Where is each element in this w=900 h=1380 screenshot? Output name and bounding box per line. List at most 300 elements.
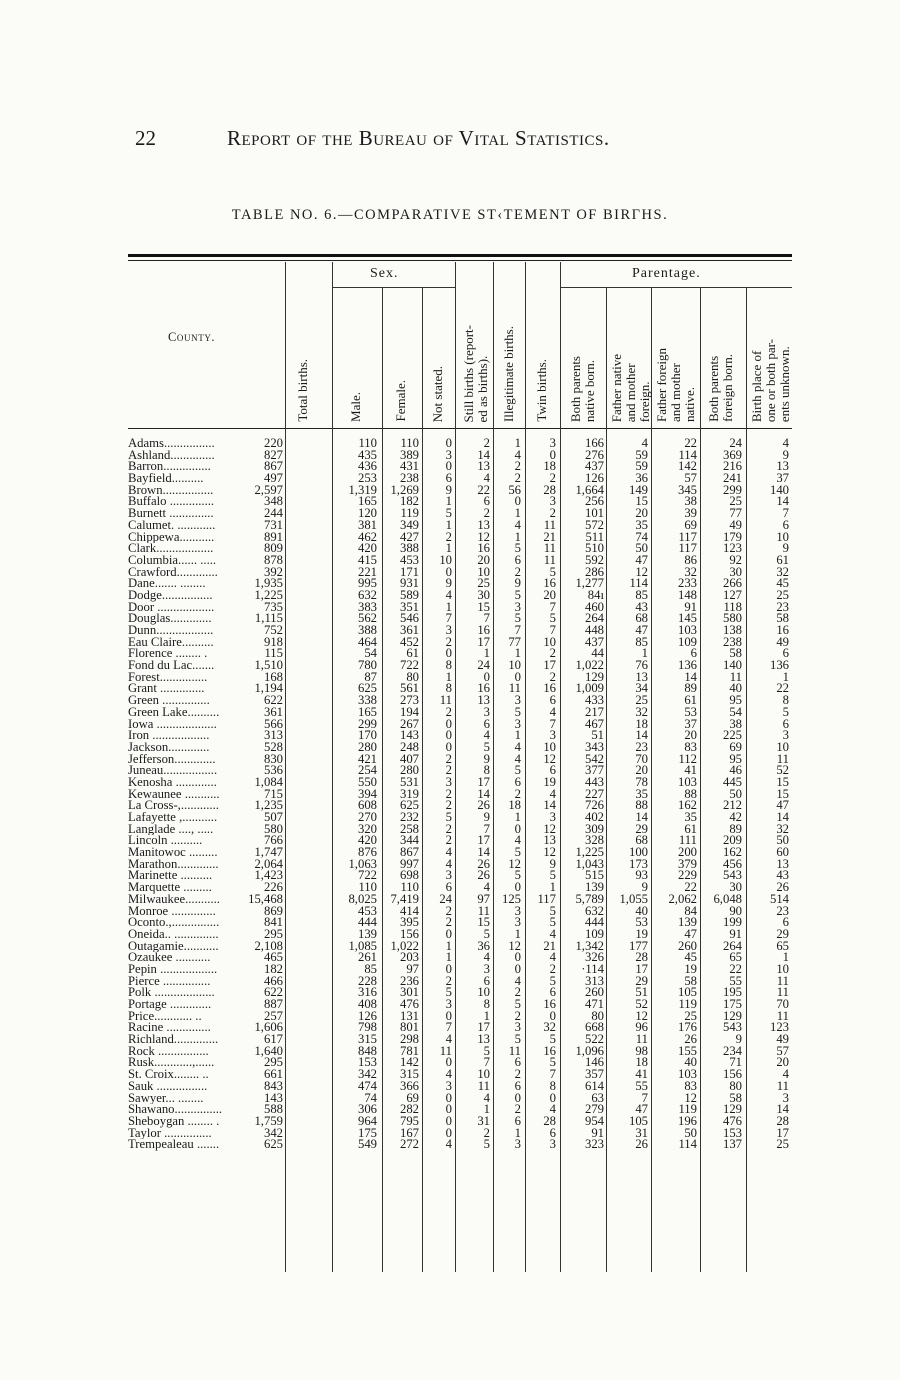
twin-births-header: Twin births. xyxy=(534,359,549,422)
not-stated-cell: 3 xyxy=(445,623,452,637)
female-cell: 931 xyxy=(399,576,419,591)
unknown-cell: 28 xyxy=(776,1113,789,1128)
header-bottom-rule xyxy=(128,428,792,429)
twin-births-cell: 6 xyxy=(549,763,556,778)
total-births-header: Total births. xyxy=(295,359,310,422)
not-stated-cell: 0 xyxy=(445,739,452,754)
twin-births-cell: 5 xyxy=(549,868,556,883)
illegitimate-cell: 12 xyxy=(508,856,521,871)
unknown-cell: 11 xyxy=(776,973,789,988)
both-native-cell: 1,022 xyxy=(575,658,604,673)
twin-births-cell: 117 xyxy=(537,891,556,906)
unknown-cell: 5 xyxy=(782,704,789,719)
both-foreign-cell: 118 xyxy=(723,599,742,614)
both-foreign-cell: 11 xyxy=(729,669,742,684)
still-births-cell: 3 xyxy=(483,961,490,976)
both-foreign-cell: 22 xyxy=(729,961,742,976)
still-births-cell: 2 xyxy=(483,436,490,450)
not-stated-cell: 2 xyxy=(445,903,452,918)
not-stated-cell: 1 xyxy=(445,541,452,556)
female-cell: 248 xyxy=(399,739,419,754)
still-births-header: Still births (report- ed as births). xyxy=(461,324,490,422)
not-stated-cell: 3 xyxy=(445,774,452,789)
still-births-cell: 8 xyxy=(483,997,490,1011)
father-native-cell: 105 xyxy=(628,1113,648,1128)
both-foreign-cell: 77 xyxy=(729,506,742,521)
female-header: Female. xyxy=(393,380,408,422)
still-births-cell: 12 xyxy=(477,529,490,544)
unknown-cell: 57 xyxy=(776,1043,789,1058)
running-title: Report of the Bureau of Vital Statistics. xyxy=(227,126,610,150)
male-cell: 270 xyxy=(357,810,377,824)
twin-births-cell: 3 xyxy=(549,494,556,509)
male-cell: 120 xyxy=(357,506,377,521)
male-cell: 299 xyxy=(357,716,377,731)
not-stated-cell: 6 xyxy=(445,471,452,486)
twin-births-cell: 11 xyxy=(543,552,556,567)
not-stated-cell: 2 xyxy=(445,634,452,649)
male-cell: 110 xyxy=(358,880,377,895)
still-births-cell: 16 xyxy=(477,623,490,637)
total-births-cell: 295 xyxy=(263,926,283,941)
not-stated-cell: 2 xyxy=(445,833,452,848)
total-births-cell: 841 xyxy=(263,915,283,930)
not-stated-cell: 8 xyxy=(445,681,452,696)
both-native-cell: 309 xyxy=(584,821,604,836)
not-stated-cell: 6 xyxy=(445,880,452,895)
illegitimate-cell: 1 xyxy=(514,1125,521,1140)
illegitimate-cell: 3 xyxy=(514,1137,521,1152)
county-cell: Green ............... xyxy=(128,695,210,707)
illegitimate-cell: 10 xyxy=(508,658,521,673)
father-foreign-cell: 111 xyxy=(678,833,697,848)
father-foreign-cell: 20 xyxy=(684,728,697,743)
county-column-header: County. xyxy=(168,330,216,344)
female-cell: 453 xyxy=(399,552,419,567)
still-births-cell: 17 xyxy=(477,1020,490,1035)
both-native-cell: 323 xyxy=(584,1137,604,1152)
twin-births-cell: 21 xyxy=(543,938,556,953)
unknown-cell: 14 xyxy=(776,494,789,509)
twin-births-cell: 0 xyxy=(549,1090,556,1105)
twin-births-cell: 8 xyxy=(549,1078,556,1093)
illegitimate-cell: 0 xyxy=(514,880,521,895)
twin-births-cell: 6 xyxy=(549,693,556,708)
father-native-cell: 29 xyxy=(635,973,648,988)
county-cell: Bayfield.......... xyxy=(128,473,204,485)
father-native-cell: 114 xyxy=(629,576,648,591)
father-native-cell: 19 xyxy=(635,926,648,941)
father-foreign-cell: 47 xyxy=(684,926,697,941)
still-births-cell: 4 xyxy=(483,1090,490,1105)
unknown-cell: 16 xyxy=(776,623,789,637)
unknown-birthplace-header: Birth place of one or both par- ents unknown. xyxy=(749,338,792,422)
not-stated-cell: 3 xyxy=(445,447,452,462)
female-cell: 194 xyxy=(399,704,419,719)
total-births-cell: 2,597 xyxy=(254,482,283,497)
total-births-cell: 115 xyxy=(264,646,283,661)
father-foreign-cell: 114 xyxy=(678,447,697,462)
father-foreign-cell: 345 xyxy=(677,482,697,497)
illegitimate-cell: 0 xyxy=(514,1090,521,1105)
father-native-header: Father native and mother foreign. xyxy=(609,353,652,422)
illegitimate-cell: 5 xyxy=(514,587,521,602)
unknown-cell: 15 xyxy=(776,786,789,801)
father-foreign-cell: 114 xyxy=(678,1137,697,1152)
county-cell: Crawford............. xyxy=(128,566,218,579)
female-cell: 452 xyxy=(399,634,419,649)
twin-births-cell: 21 xyxy=(543,529,556,544)
unknown-cell: 6 xyxy=(782,716,789,731)
male-cell: 421 xyxy=(357,751,377,766)
county-cell: Rusk............,...... xyxy=(128,1057,215,1070)
both-native-cell: 326 xyxy=(584,950,604,965)
both-native-cell: 63 xyxy=(591,1090,604,1105)
unknown-cell: 13 xyxy=(776,459,789,474)
county-cell: Brown................ xyxy=(128,484,214,497)
father-foreign-cell: 379 xyxy=(677,856,697,871)
father-native-cell: 11 xyxy=(635,1032,648,1047)
both-native-cell: 668 xyxy=(584,1020,604,1035)
father-native-cell: 20 xyxy=(635,506,648,521)
not-stated-cell: 0 xyxy=(445,1055,452,1070)
both-native-cell: 84ı xyxy=(587,587,604,602)
father-foreign-cell: 233 xyxy=(677,576,697,591)
father-foreign-cell: 162 xyxy=(677,798,697,813)
not-stated-cell: 2 xyxy=(445,786,452,801)
twin-births-cell: 17 xyxy=(543,658,556,673)
father-foreign-cell: 26 xyxy=(684,1032,697,1047)
father-foreign-cell: 58 xyxy=(684,973,697,988)
father-native-cell: 59 xyxy=(635,459,648,474)
not-stated-cell: 0 xyxy=(445,646,452,661)
male-cell: 320 xyxy=(357,821,377,836)
still-births-cell: 8 xyxy=(483,763,490,778)
both-foreign-cell: 50 xyxy=(729,786,742,801)
county-cell: Lafayette ,........... xyxy=(128,812,218,824)
both-foreign-cell: 69 xyxy=(729,739,742,754)
twin-births-cell: 5 xyxy=(549,611,556,626)
female-cell: 298 xyxy=(399,1032,419,1047)
county-cell: Marinette .......... xyxy=(128,870,213,883)
male-cell: 254 xyxy=(357,763,377,778)
still-births-cell: 17 xyxy=(477,833,490,848)
unknown-cell: 17 xyxy=(776,1125,789,1140)
still-births-cell: 7 xyxy=(483,611,490,626)
illegitimate-cell: 1 xyxy=(514,728,521,743)
top-rule-heavy xyxy=(128,254,792,257)
total-births-cell: 809 xyxy=(263,541,283,556)
both-native-cell: 166 xyxy=(584,436,604,450)
father-foreign-cell: 196 xyxy=(677,1113,697,1128)
twin-births-cell: 7 xyxy=(549,716,556,731)
twin-births-cell: 19 xyxy=(543,774,556,789)
county-cell: Monroe .............. xyxy=(128,905,216,918)
still-births-cell: 5 xyxy=(483,1137,490,1152)
county-cell: Jackson............. xyxy=(128,741,210,754)
unknown-cell: 6 xyxy=(782,915,789,930)
total-births-cell: 465 xyxy=(263,950,283,965)
still-births-cell: 17 xyxy=(477,774,490,789)
unknown-cell: 52 xyxy=(776,763,789,778)
twin-births-cell: 32 xyxy=(543,1020,556,1035)
unknown-cell: 49 xyxy=(776,1032,789,1047)
county-cell: Sauk ................ xyxy=(128,1080,208,1093)
county-cell: Lincoln .......... xyxy=(128,835,203,848)
twin-births-cell: 2 xyxy=(549,961,556,976)
female-cell: 273 xyxy=(399,693,419,708)
male-cell: 632 xyxy=(357,587,377,602)
county-cell: Langlade ...., ..... xyxy=(128,823,214,836)
county-cell: Ashland.............. xyxy=(128,449,215,462)
twin-births-cell: 9 xyxy=(549,856,556,871)
illegitimate-cell: 12 xyxy=(508,938,521,953)
still-births-cell: 26 xyxy=(477,798,490,813)
father-native-cell: 43 xyxy=(635,599,648,614)
total-births-cell: 843 xyxy=(263,1078,283,1093)
both-native-cell: 377 xyxy=(584,763,604,778)
both-foreign-cell: 162 xyxy=(722,845,742,860)
female-cell: 110 xyxy=(400,436,419,450)
total-births-cell: 226 xyxy=(263,880,283,895)
total-births-cell: 1,759 xyxy=(254,1113,283,1128)
female-cell: 407 xyxy=(399,751,419,766)
total-births-cell: 1,194 xyxy=(254,681,283,696)
father-native-cell: 12 xyxy=(635,564,648,579)
illegitimate-cell: 1 xyxy=(514,436,521,450)
still-births-cell: 4 xyxy=(483,950,490,965)
unknown-cell: 26 xyxy=(776,880,789,895)
both-native-cell: 328 xyxy=(584,833,604,848)
both-native-cell: 146 xyxy=(584,1055,604,1070)
unknown-cell: 10 xyxy=(776,739,789,754)
illegitimate-cell: 5 xyxy=(514,997,521,1011)
illegitimate-cell: 11 xyxy=(508,1043,521,1058)
female-cell: 280 xyxy=(399,763,419,778)
both-foreign-cell: 156 xyxy=(722,1067,742,1082)
both-native-cell: 1,277 xyxy=(575,576,604,591)
twin-births-cell: 2 xyxy=(549,669,556,684)
parentage-group-header: Parentage. xyxy=(632,266,701,281)
total-births-cell: 661 xyxy=(263,1067,283,1082)
male-cell: 964 xyxy=(357,1113,377,1128)
not-stated-cell: 1 xyxy=(445,938,452,953)
sex-group-header: Sex. xyxy=(370,266,399,281)
illegitimate-cell: 1 xyxy=(514,646,521,661)
father-native-cell: 1 xyxy=(641,646,648,661)
twin-births-cell: 5 xyxy=(549,903,556,918)
total-births-cell: 244 xyxy=(263,506,283,521)
father-native-cell: 68 xyxy=(635,611,648,626)
not-stated-cell: 0 xyxy=(445,459,452,474)
illegitimate-cell: 18 xyxy=(508,798,521,813)
not-stated-cell: 2 xyxy=(445,704,452,719)
total-births-cell: 143 xyxy=(263,1090,283,1105)
total-births-cell: 220 xyxy=(263,436,283,450)
female-cell: 143 xyxy=(399,728,419,743)
still-births-cell: 20 xyxy=(477,552,490,567)
male-cell: 435 xyxy=(357,447,377,462)
both-native-cell: 1,009 xyxy=(575,681,604,696)
both-native-cell: 1,096 xyxy=(575,1043,604,1058)
female-cell: 110 xyxy=(400,880,419,895)
still-births-cell: 1 xyxy=(483,1102,490,1117)
illegitimate-cell: 3 xyxy=(514,693,521,708)
female-cell: 389 xyxy=(399,447,419,462)
both-foreign-cell: 212 xyxy=(722,798,742,813)
father-native-cell: 85 xyxy=(635,587,648,602)
illegitimate-cell: 4 xyxy=(514,973,521,988)
father-foreign-cell: 119 xyxy=(678,1102,697,1117)
total-births-cell: 257 xyxy=(263,1008,283,1023)
father-native-cell: 14 xyxy=(635,728,648,743)
county-cell: Polk ................... xyxy=(128,987,215,1000)
male-cell: 562 xyxy=(357,611,377,626)
father-foreign-cell: 53 xyxy=(684,704,697,719)
father-foreign-cell: 6 xyxy=(690,646,697,661)
still-births-cell: 14 xyxy=(477,447,490,462)
twin-births-cell: 18 xyxy=(543,459,556,474)
male-cell: 408 xyxy=(357,997,377,1011)
unknown-cell: 6 xyxy=(782,517,789,532)
both-foreign-cell: 91 xyxy=(729,926,742,941)
county-cell: Richland.............. xyxy=(128,1034,219,1046)
both-foreign-cell: 299 xyxy=(722,482,742,497)
father-native-cell: 34 xyxy=(635,681,648,696)
both-native-cell: 437 xyxy=(584,634,604,649)
county-cell: Pierce ............... xyxy=(128,975,211,988)
female-cell: 258 xyxy=(399,821,419,836)
unknown-cell: 7 xyxy=(782,506,789,521)
illegitimate-cell: 3 xyxy=(514,716,521,731)
not-stated-cell: 9 xyxy=(445,576,452,591)
father-foreign-cell: 117 xyxy=(678,529,697,544)
father-native-cell: 41 xyxy=(635,1067,648,1082)
father-native-cell: 1,055 xyxy=(619,891,648,906)
father-foreign-cell: 45 xyxy=(684,950,697,965)
male-header: Male. xyxy=(348,392,363,422)
illegitimate-cell: 1 xyxy=(514,926,521,941)
total-births-cell: 622 xyxy=(263,693,283,708)
male-cell: 383 xyxy=(357,599,377,614)
still-births-cell: 10 xyxy=(477,985,490,1000)
still-births-cell: 26 xyxy=(477,868,490,883)
illegitimate-cell: 6 xyxy=(514,774,521,789)
still-births-cell: 11 xyxy=(477,1078,490,1093)
father-native-cell: 76 xyxy=(635,658,648,673)
father-native-cell: 98 xyxy=(635,1043,648,1058)
county-cell: La Cross-,............ xyxy=(128,800,219,813)
father-native-cell: 18 xyxy=(635,716,648,731)
father-foreign-cell: 35 xyxy=(684,810,697,824)
both-foreign-cell: 89 xyxy=(729,821,742,836)
illegitimate-cell: 2 xyxy=(514,1102,521,1117)
male-cell: 315 xyxy=(357,1032,377,1047)
not-stated-cell: 1 xyxy=(445,950,452,965)
father-foreign-cell: 176 xyxy=(677,1020,697,1035)
twin-births-cell: 11 xyxy=(543,517,556,532)
unknown-cell: 9 xyxy=(782,447,789,462)
county-cell: Oneida.. .............. xyxy=(128,928,219,941)
still-births-cell: 5 xyxy=(483,926,490,941)
unknown-cell: 23 xyxy=(776,599,789,614)
father-native-cell: 88 xyxy=(635,798,648,813)
illegitimate-cell: 4 xyxy=(514,739,521,754)
father-native-cell: 47 xyxy=(635,552,648,567)
not-stated-cell: 2 xyxy=(445,763,452,778)
unknown-cell: 22 xyxy=(776,681,789,696)
unknown-cell: 14 xyxy=(776,810,789,824)
county-cell: Grant .............. xyxy=(128,683,205,696)
twin-births-cell: 5 xyxy=(549,1055,556,1070)
father-foreign-cell: 105 xyxy=(677,985,697,1000)
unknown-cell: 65 xyxy=(776,938,789,953)
total-births-cell: 1,935 xyxy=(254,576,283,591)
still-births-cell: 25 xyxy=(477,576,490,591)
father-foreign-cell: 139 xyxy=(677,915,697,930)
county-cell: Shawano............... xyxy=(128,1104,223,1116)
not-stated-cell: 11 xyxy=(439,1043,452,1058)
father-foreign-cell: 83 xyxy=(684,1078,697,1093)
father-foreign-cell: 14 xyxy=(684,669,697,684)
both-native-cell: 1,043 xyxy=(575,856,604,871)
total-births-cell: 735 xyxy=(263,599,283,614)
unknown-cell: 25 xyxy=(776,587,789,602)
still-births-cell: 14 xyxy=(477,845,490,860)
twin-births-cell: 10 xyxy=(543,634,556,649)
total-births-cell: 752 xyxy=(263,623,283,637)
not-stated-header: Not stated. xyxy=(430,365,445,422)
illegitimate-cell: 1 xyxy=(514,506,521,521)
still-births-cell: 13 xyxy=(477,1032,490,1047)
both-foreign-cell: 140 xyxy=(722,658,742,673)
twin-births-cell: 16 xyxy=(543,1043,556,1058)
both-native-cell: 80 xyxy=(591,1008,604,1023)
both-native-cell: 217 xyxy=(584,704,604,719)
both-foreign-cell: 129 xyxy=(722,1008,742,1023)
twin-births-cell: 6 xyxy=(549,1125,556,1140)
table-title: TABLE NO. 6.—COMPARATIVE ST‹TEMENT OF BIRГHS. xyxy=(231,207,669,223)
twin-births-cell: 4 xyxy=(549,704,556,719)
both-foreign-cell: 6,048 xyxy=(713,891,742,906)
not-stated-cell: 0 xyxy=(445,728,452,743)
not-stated-cell: 2 xyxy=(445,973,452,988)
still-births-cell: 97 xyxy=(477,891,490,906)
female-cell: 171 xyxy=(399,564,419,579)
illegitimate-cell: 0 xyxy=(514,821,521,836)
unknown-cell: 514 xyxy=(769,891,789,906)
father-native-cell: 93 xyxy=(635,868,648,883)
both-native-cell: 126 xyxy=(584,471,604,486)
female-cell: 182 xyxy=(399,494,419,509)
still-births-cell: 4 xyxy=(483,880,490,895)
female-cell: 315 xyxy=(399,1067,419,1082)
not-stated-cell: 4 xyxy=(445,1032,452,1047)
male-cell: 464 xyxy=(357,634,377,649)
illegitimate-cell: 2 xyxy=(514,1008,521,1023)
county-cell: Kenosha ............. xyxy=(128,776,217,789)
still-births-cell: 4 xyxy=(483,728,490,743)
total-births-cell: 869 xyxy=(263,903,283,918)
illegitimate-cell: 6 xyxy=(514,1113,521,1128)
male-cell: 8,025 xyxy=(348,891,377,906)
twin-births-cell: 4 xyxy=(549,786,556,801)
father-native-cell: 173 xyxy=(628,856,648,871)
total-births-cell: 361 xyxy=(263,704,283,719)
county-cell: Oconto.,............... xyxy=(128,917,220,929)
father-foreign-cell: 2,062 xyxy=(668,891,697,906)
both-foreign-cell: 123 xyxy=(722,541,742,556)
